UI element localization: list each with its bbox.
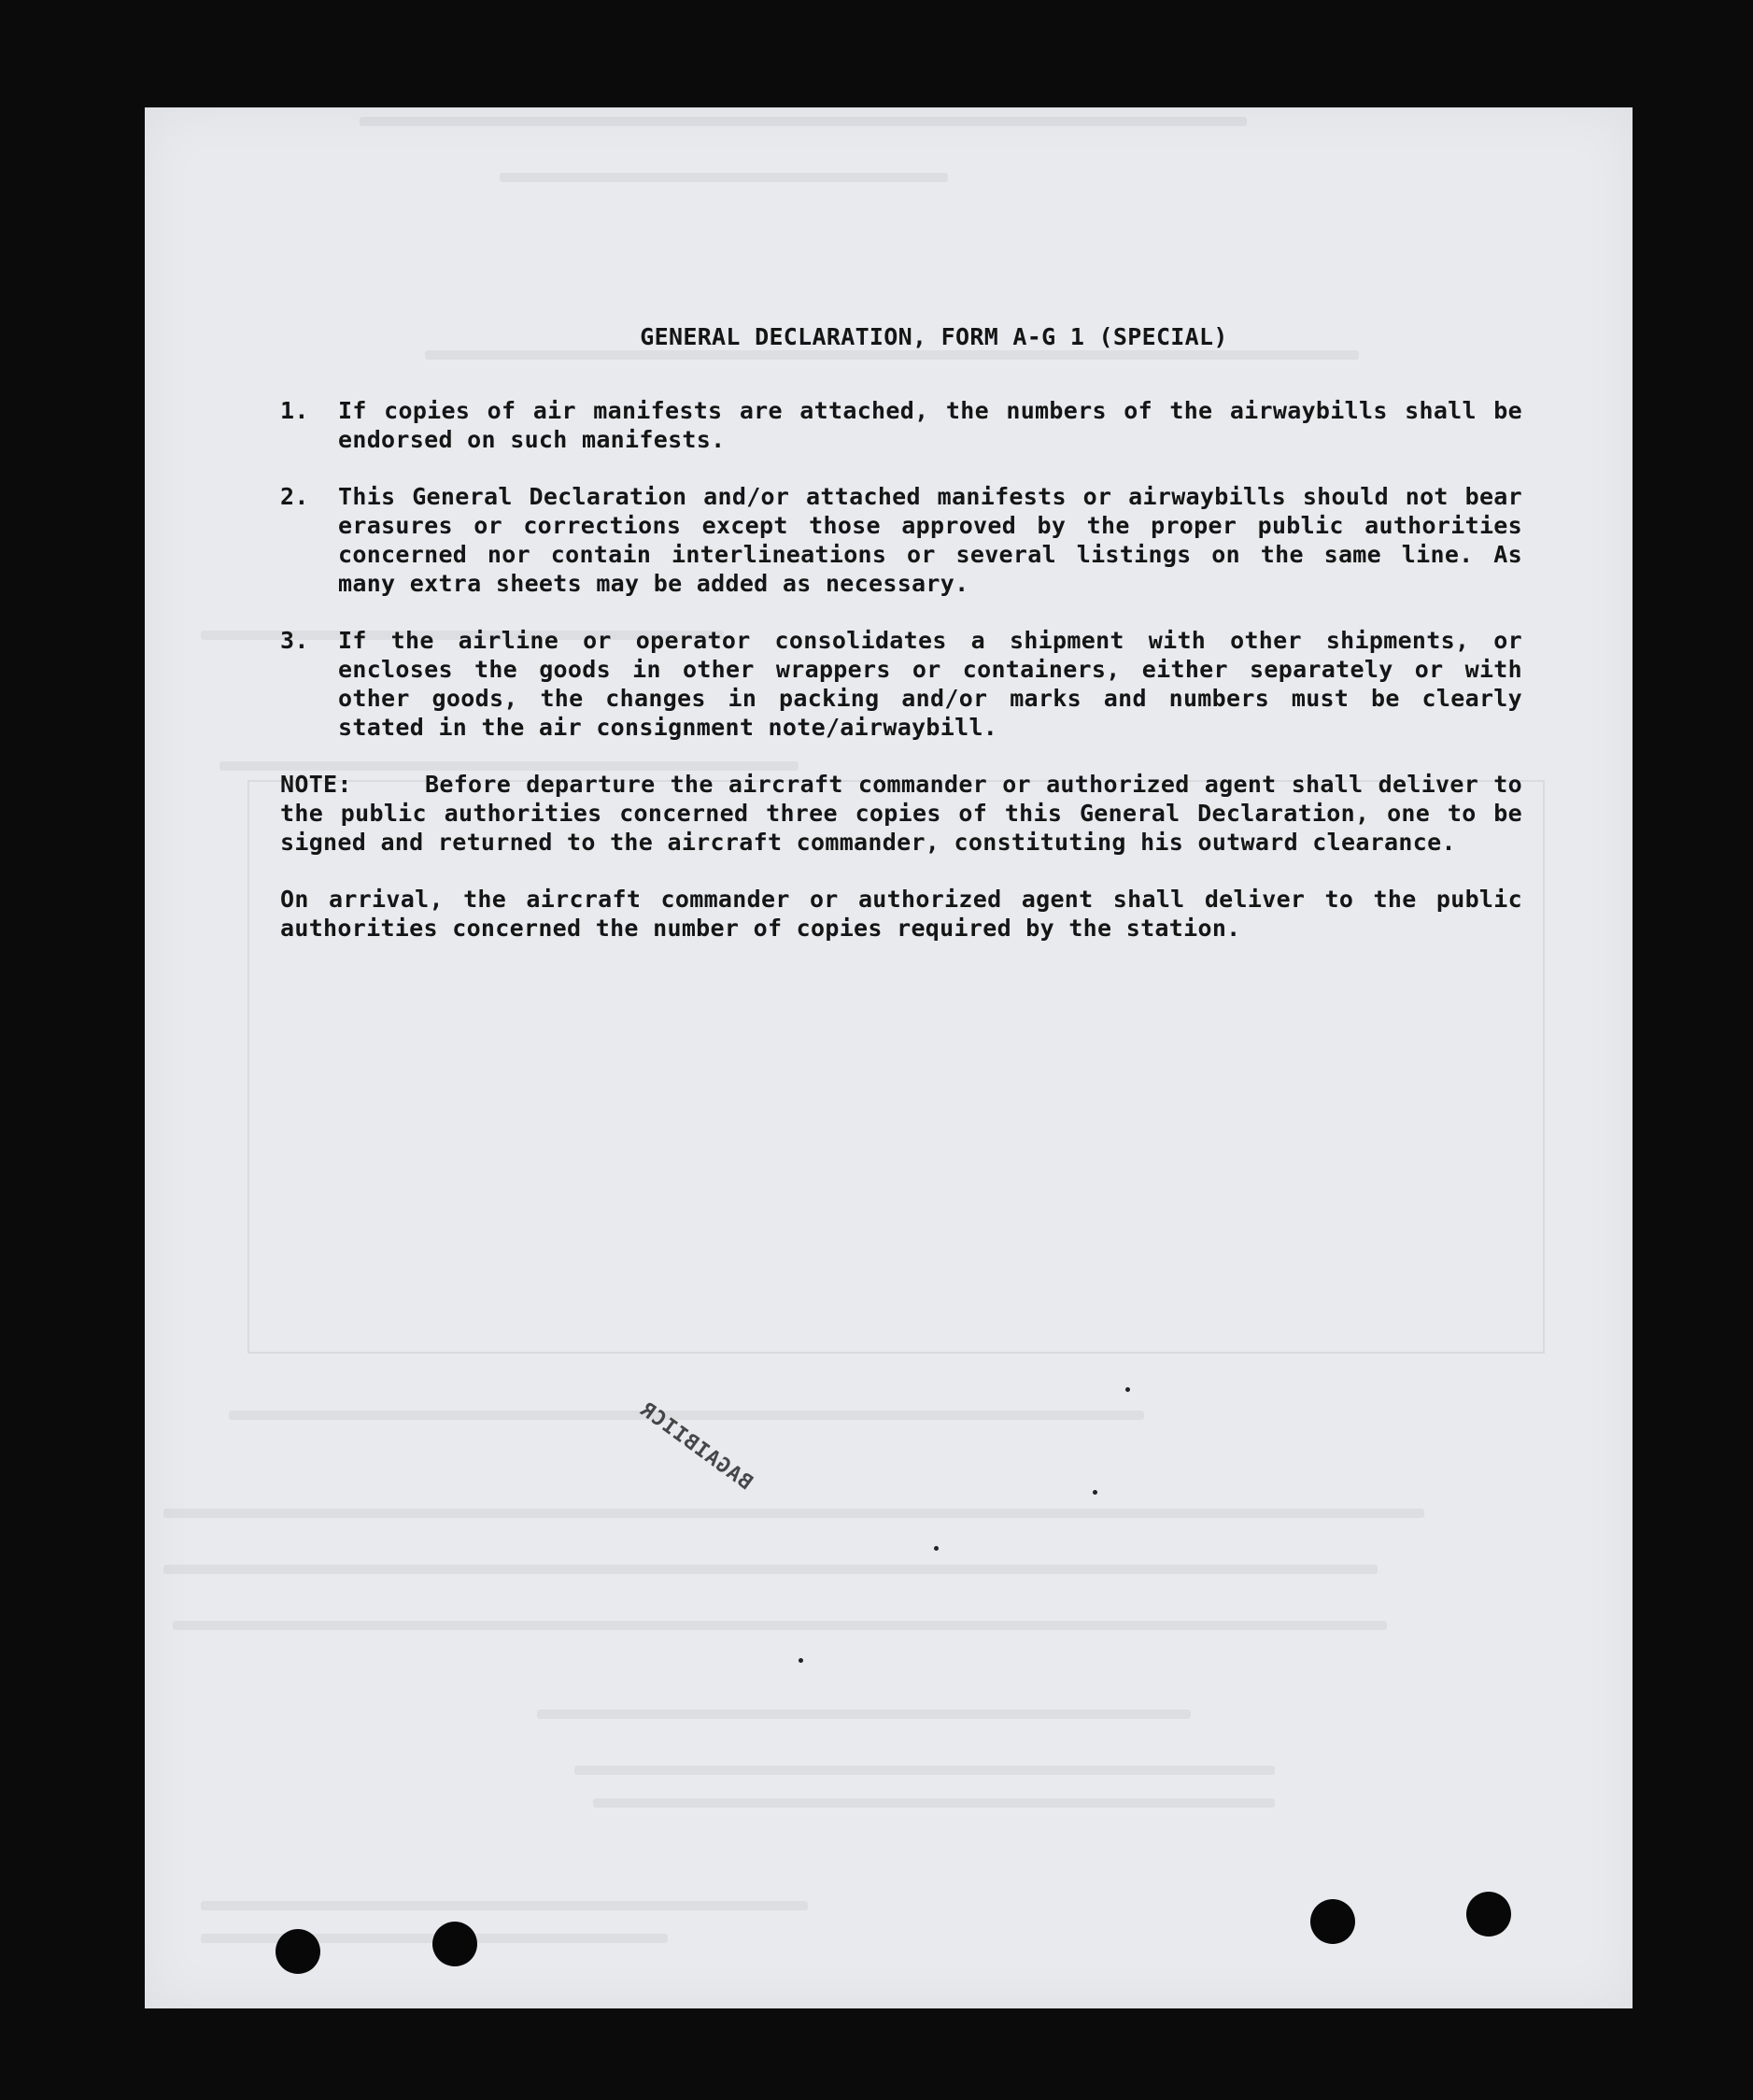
ink-speck [1093, 1490, 1097, 1495]
item-text: If the airline or operator consolidates a shipment with other shipments, or encloses the goods in other wrappers or containers, either separately or with other goods, the changes in packing and/or marks and numbers must be clearly stated in the air consignment note/airwaybill. [338, 627, 1522, 741]
declaration-content [280, 322, 1522, 943]
note-paragraph [280, 770, 1522, 857]
punch-hole [1466, 1892, 1511, 1937]
list-item [280, 626, 1522, 742]
punch-hole [1310, 1899, 1355, 1944]
punch-hole [432, 1922, 477, 1966]
ink-speck [934, 1546, 939, 1551]
arrival-paragraph: On arrival, the aircraft commander or authorized agent shall deliver to the public authorities concerned the number of copies required by the station. [280, 886, 1522, 942]
item-number: 2. [280, 483, 309, 510]
ink-stamp: BAGAIBIICR [635, 1398, 756, 1496]
item-text: This General Declaration and/or attached manifests or airwaybills should not bear erasures or corrections except those approved by the proper public authorities concerned nor contain interlineations or several listings on the same line. As many extra sheets may be added as necessary. [338, 483, 1522, 597]
item-number: 3. [280, 627, 309, 654]
document-page [145, 107, 1633, 2008]
note-text: Before departure the aircraft commander or authorized agent shall deliver to the public authorities concerned three copies of this General Declaration, one to be signed and returned to the aircraft commander, constituting his outward clearance. [280, 771, 1522, 856]
punch-hole [276, 1929, 320, 1974]
item-text: If copies of air manifests are attached, the numbers of the airwaybills shall be endorsed on such manifests. [338, 397, 1522, 453]
list-item [280, 396, 1522, 454]
ink-speck [1125, 1387, 1130, 1392]
item-number: 1. [280, 397, 309, 424]
list-item [280, 482, 1522, 598]
page-title: GENERAL DECLARATION, FORM A-G 1 (SPECIAL) [640, 323, 1228, 350]
ink-speck [799, 1658, 803, 1663]
note-label: NOTE: [280, 771, 352, 798]
